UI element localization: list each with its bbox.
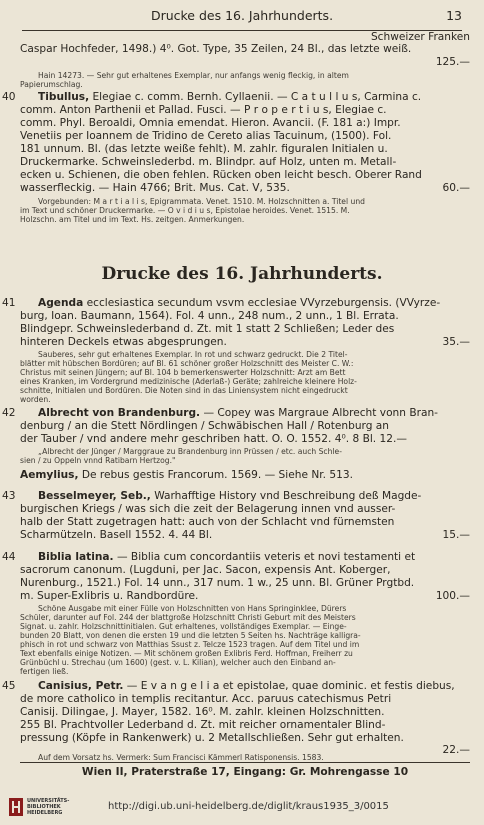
page-number: 13 (446, 8, 462, 23)
entry-note: Papierumschlag. (20, 80, 83, 89)
entry-text: der Tauber / vnd andere mehr geschriben hatt. O. O. 1552. 4⁰. 8 Bl. 12.— (20, 433, 407, 445)
entry-text: Scharmützeln. Basell 1552. 4. 44 Bl. (20, 529, 213, 541)
entry-text: ecken u. Schienen, die oben fehlen. Rücken oben leicht besch. Oberer Rand (20, 169, 422, 181)
entry-text: comm. Anton Parthenii et Pallad. Fusci. — P r o p e r t i u s, Elegiae c. (20, 104, 387, 116)
price: 22.— (442, 744, 470, 756)
entry-note: sien / zu Oppeln vnnd Ratibarn Hertzog." (20, 456, 176, 465)
entry-text: denburg / an die Stett Nördlingen / Schwäbischen Hall / Rotenburg an (20, 420, 390, 432)
entry-number: 40 (2, 91, 16, 103)
entry-text: burg, Ioan. Baumann, 1564). Fol. 4 unn., 248 num., 2 unn., 1 Bl. Errata. (20, 310, 399, 322)
entry-number: 45 (2, 680, 16, 692)
entry-heading: Canisius, Petr. (38, 680, 124, 692)
entry-text: halb der Statt zugetragen hatt: auch von der Schlacht vnd fürnemsten (20, 516, 395, 528)
entry-text: Besselmeyer, Seb., Warhafftige History vnd Beschreibung deß Magde- (38, 490, 422, 502)
entry-note: schnitte, Initialen und Bordüren. Die Noten sind in das Liniensystem nicht eingedruckt (20, 386, 348, 395)
source-url[interactable]: http://digi.ub.uni-heidelberg.de/diglit/kraus1935_3/0015 (108, 801, 389, 812)
entry-note: Auf dem Vorsatz hs. Vermerk: Sum Francisci Kämmerl Ratisponensis. 1583. (38, 753, 324, 762)
entry-text: sacrorum canonum. (Lugduni, per Jac. Sacon, expensis Ant. Koberger, (20, 564, 391, 576)
price: 60.— (442, 182, 470, 194)
entry-note: phisch in rot und schwarz von Matthias Ssust z. Telcze 1523 tragen. Auf dem Titel und im (20, 640, 360, 649)
entry-heading: Agenda (38, 297, 84, 309)
entry-text: pressung (Köpfe in Rankenwerk) u. 2 Metallschließen. Sehr gut erhalten. (20, 732, 404, 744)
entry-heading: Aemylius, (20, 469, 79, 481)
entry-text: Agenda ecclesiastica secundum vsvm ecclesiae VVyrzeburgensis. (VVyrze- (38, 297, 441, 309)
entry-note: Christus mit seinen Jüngern; auf Bl. 104 b bemerkenswerter Holzschnitt: Arzt am Bett (20, 368, 346, 377)
entry-number: 43 (2, 490, 16, 502)
entry-text: Canisius, Petr. — E v a n g e l i a et epistolae, quae dominic. et festis diebus, (38, 680, 455, 692)
entry-number: 41 (2, 297, 16, 309)
entry-text: wasserfleckig. — Hain 4766; Brit. Mus. Cat. V, 535. (20, 182, 290, 194)
entry-text: Nurenburg., 1521.) Fol. 14 unn., 317 num. 1 w., 25 unn. Bl. Grüner Prgtbd. (20, 577, 415, 589)
publisher-address: Wien II, Praterstraße 17, Eingang: Gr. Mohrengasse 10 (20, 762, 470, 778)
entry-text: hinteren Deckels etwas abgesprungen. (20, 336, 227, 348)
entry-note: Hain 14273. — Sehr gut erhaltenes Exemplar, nur anfangs wenig fleckig, in altem (38, 71, 349, 80)
price: 35.— (442, 336, 470, 348)
entry-text: Druckermarke. Schweinslederbd. m. Blindpr. auf Holz, unten m. Metall- (20, 156, 397, 168)
entry-heading: Tibullus, (38, 91, 90, 103)
library-name: UNIVERSITÄTS- BIBLIOTHEK HEIDELBERG (27, 798, 70, 816)
entry-note: im Text und schöner Druckermarke. — O v i d i u s, Epistolae heroides. Venet. 1515. M. (20, 206, 350, 215)
entry-note: „Albrecht der Jünger / Marggraue zu Brandenburg inn Prüssen / etc. auch Schle- (38, 447, 342, 456)
entry-text: Venetiis per Ioannem de Tridino de Cereto alias Tacuinum, (1500). Fol. (20, 130, 392, 142)
entry-note: Text ebenfalls einige Notizen. — Mit schönem großen Exlibris Ferd. Hoffman, Freiherr zu (20, 649, 353, 658)
entry-text: 181 unnum. Bl. (das letzte weiße fehlt). M. zahlr. figuralen Initialen u. (20, 143, 388, 155)
currency-note: Schweizer Franken (370, 31, 470, 43)
entry-text: Caspar Hochfeder, 1498.) 4⁰. Got. Type, 35 Zeilen, 24 Bl., das letzte weiß. (20, 43, 412, 55)
entry-text: Aemylius, De rebus gestis Francorum. 1569. — Siehe Nr. 513. (20, 469, 353, 481)
price: 100.— (435, 590, 470, 602)
entry-note: Holzschn. am Titel und im Text. Hs. zeitgen. Anmerkungen. (20, 215, 245, 224)
price: 15.— (442, 529, 470, 541)
entry-note: worden. (20, 395, 51, 404)
entry-text: Canisij. Dilingae, J. Mayer, 1582. 16⁰. M. zahlr. kleinen Holzschnitten. (20, 706, 385, 718)
entry-note: Vorgebunden: M a r t i a l i s, Epigrammata. Venet. 1510. M. Holzschnitten a. Titel und (38, 197, 365, 206)
entry-text: burgischen Kriegs / was sich die zeit der Belagerung innen vnd ausser- (20, 503, 396, 515)
entry-note: fertigen ließ. (20, 667, 69, 676)
entry-note: eines Kranken, im Vordergrund medizinische (Aderlaß-) Geräte; zahlreiche kleinere Holz- (20, 377, 357, 386)
entry-note: bunden 20 Blatt, von denen die ersten 19 und die letzten 5 Seiten hs. Nachträge kalligra- (20, 631, 361, 640)
entry-text: 255 Bl. Prachtvoller Lederband d. Zt. mit reicher ornamentaler Blind- (20, 719, 386, 731)
entry-text: Albrecht von Brandenburg. — Copey was Margraue Albrecht vonn Bran- (38, 407, 438, 419)
section-title: Drucke des 16. Jahrhunderts. (101, 264, 383, 284)
entry-number: 42 (2, 407, 16, 419)
entry-note: Signat. u. zahlr. Holzschnittinitialen. Gut erhaltenes, vollständiges Exemplar. — Einge- (20, 622, 347, 631)
entry-note: Sauberes, sehr gut erhaltenes Exemplar. In rot und schwarz gedruckt. Die 2 Titel- (38, 350, 348, 359)
entry-note: Schöne Ausgabe mit einer Fülle von Holzschnitten von Hans Springinklee, Dürers (38, 604, 347, 613)
entry-text: Blindgepr. Schweinslederband d. Zt. mit 1 statt 2 Schließen; Leder des (20, 323, 395, 335)
header-title: Drucke des 16. Jahrhunderts. (150, 8, 334, 23)
entry-heading: Albrecht von Brandenburg. (38, 407, 201, 419)
running-header (22, 8, 462, 31)
entry-heading: Besselmeyer, Seb., (38, 490, 151, 502)
entry-number: 44 (2, 551, 16, 563)
entry-text: comm. Phyl. Beroaldi, Omnia emendat. Hieron. Avancii. (F. 181 a:) Impr. (20, 117, 401, 129)
entry-text: Biblia latina. — Biblia cum concordantiis veteris et novi testamenti et (38, 551, 416, 563)
entry-note: Grünbüchl u. Strechau (um 1600) (gest. v. L. Kilian), welcher auch den Einband an- (20, 658, 336, 667)
entry-note: blätter mit hübschen Bordüren; auf Bl. 61 schöner großer Holzschnitt des Meister C. W.: (20, 359, 354, 368)
price: 125.— (435, 56, 470, 68)
entry-text: m. Super-Exlibris u. Randbordüre. (20, 590, 199, 602)
entry-note: Schüler, darunter auf Fol. 244 der blattgroße Holzschnitt Christi Geburt mit des Meisters (20, 613, 356, 622)
library-logo-icon (8, 797, 24, 817)
entry-heading: Biblia latina. (38, 551, 114, 563)
entry-text: Tibullus, Elegiae c. comm. Bernh. Cyllaenii. — C a t u l l u s, Carmina c. (38, 91, 422, 103)
entry-text: de more catholico in templis recitantur. Acc. paruus catechismus Petri (20, 693, 392, 705)
